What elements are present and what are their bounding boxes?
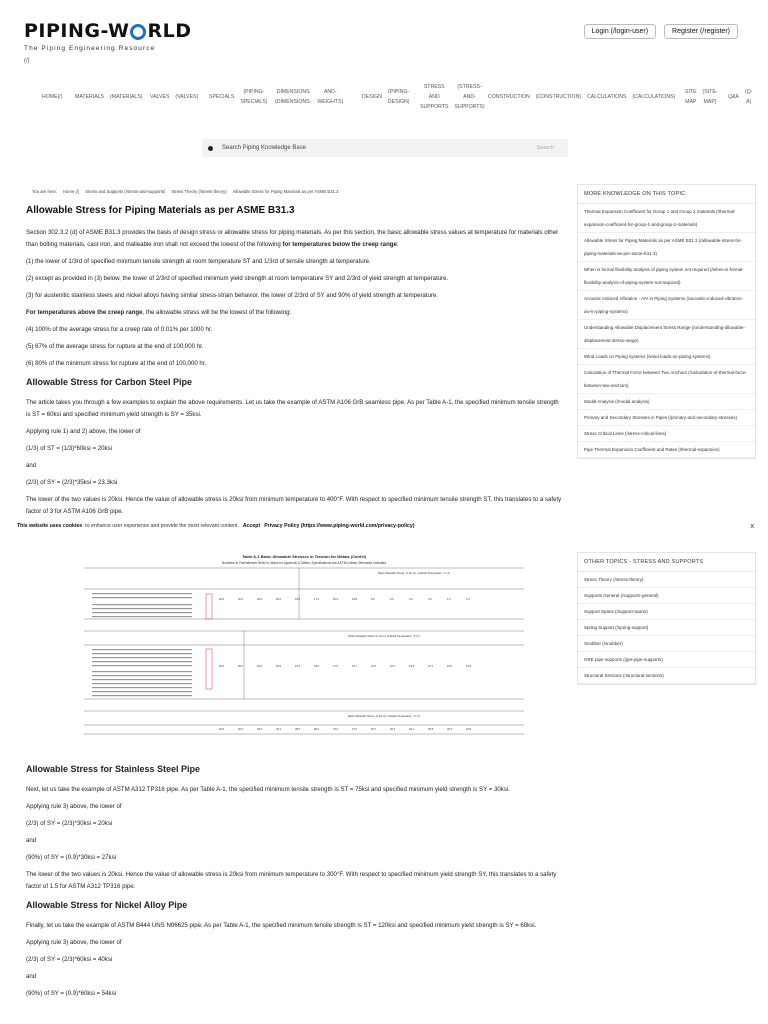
sidebar-link[interactable]: Acoustic Induced Vibration - AIV in Piping Systems (/acoustic-induced-vibration-aiv-in-piping-systems) [578, 291, 755, 320]
nav-label: DIMENSIONS [276, 89, 310, 95]
table-band-3: Basic Allowable Stress, S, ksi (1), at Metal Temperature, °F (1) [348, 715, 420, 718]
table-cell: 20.0 [257, 598, 263, 601]
rule-3: (3) for austenitic stainless steels and nickel alloys having similar stress-strain behavior, the lower of 2/3rd of SY and 90% of yield strength at temperature. [26, 292, 439, 299]
nav-label: (SITE- [702, 89, 718, 95]
login-button[interactable]: Login (/login-user) [584, 24, 656, 39]
allowable-stress-table-image [84, 549, 524, 754]
table-cell: 16.1 [390, 665, 396, 668]
intro-paragraph: Section 302.3.2 (d) of ASME B31.3 provides the basis of design stress or allowable stress for piping materials. As per this section, the basic allowable stress values at temperature for materials other than bolting materials, cast iron, and malleable iron shall not exceed the lowest of the following for temperatures below the creep range: [26, 229, 559, 248]
nav-label: (MATERIALS) [110, 94, 143, 100]
nav-label: VALVES [150, 94, 170, 100]
nav-col [42, 80, 62, 102]
sidebar-link[interactable]: Support Spans (/support-spans) [578, 604, 755, 620]
breadcrumb-item: Allowable Stress for Piping Materials as per ASME B31.3 [232, 189, 339, 194]
nav-item-1[interactable] [75, 80, 143, 102]
nav-label: STRESS [423, 84, 445, 90]
breadcrumb-item: You are here: [32, 189, 57, 194]
nav-label: AND- [463, 94, 476, 100]
nav-col [536, 80, 581, 102]
stainless-heading: Allowable Stress for Stainless Steel Pipe [26, 764, 201, 774]
article-continued [26, 764, 562, 1005]
table-row-line [92, 593, 192, 594]
stainless-result: The lower of the two values is 20ksi. Hence the value of allowable stress is 20ksi from minimum temperature to 300°F. With respect to specified minimum yield strength SY, this translates to a safety factor of 1.5 for ASTM A312 TP316 pipe. [26, 871, 557, 890]
nav-col [388, 80, 410, 107]
sidebar-knowledge-title: MORE KNOWLEDGE ON THIS TOPIC [578, 185, 755, 204]
nickel-calc-2: (90%) of SY = (0.9)*60ksi = 54ksi [26, 990, 116, 997]
nav-item-10[interactable] [728, 80, 752, 107]
table-cell: 37.6 [333, 728, 339, 731]
nav-label: (PIPING- [243, 89, 265, 95]
stainless-calc-2: (90%) of SY = (0.9)*30ksi = 27ksi [26, 854, 116, 861]
table-rules [84, 568, 524, 734]
nav-col [587, 80, 626, 102]
carbon-steel-heading: Allowable Stress for Carbon Steel Pipe [26, 377, 193, 387]
table-cell: 17.3 [314, 598, 320, 601]
table-row-line [92, 691, 192, 692]
table-row-line [92, 683, 192, 684]
nav-col [488, 80, 530, 102]
table-title: Table A-1 Basic Allowable Stresses in Tension for Metals (Cont'd) [242, 554, 366, 559]
carbon-steel-calc-2: (2/3) of SY = (2/3)*35ksi = 23.3ksi [26, 479, 118, 486]
sidebar-knowledge-list [578, 204, 755, 458]
table-cell: 35.8 [428, 728, 434, 731]
logo-wordmark [24, 20, 192, 42]
table-cell: 6.5 [390, 598, 394, 601]
sidebar-link[interactable]: Thermal Expansion Coefficient for Group 1 and Group 2 materials (/thermal-expansion-coefficient-for-group-1-and-group-2-materials) [578, 204, 755, 233]
nav-label: (CALCULATIONS) [632, 94, 676, 100]
nav-label: DESIGN) [387, 99, 410, 105]
nav-col [240, 80, 267, 107]
nav-col [703, 80, 718, 107]
table-cell: 20.0 [257, 665, 263, 668]
table-cell: 16.3 [371, 665, 377, 668]
cookie-close-icon[interactable]: x [750, 522, 754, 530]
table-highlight [206, 594, 212, 619]
table-highlight-2 [206, 649, 212, 689]
nav-col [175, 80, 198, 102]
nav-col [632, 80, 675, 102]
sidebar-link[interactable]: Allowable Stress for Piping Materials as per ASME B31.3 (/allowable-stress-for-piping-materials-as-per-asme-b31-3) [578, 233, 755, 262]
nav-label: DESIGN [362, 94, 382, 100]
sidebar-link[interactable]: Understanding Allowable Displacement Stress Range (/understanding-allowable-displacement-stress-range) [578, 320, 755, 349]
sidebar-topics [577, 552, 756, 685]
nav-item-3[interactable] [209, 80, 267, 107]
table-cell: 20.0 [238, 665, 244, 668]
table-cell: 37.0 [352, 728, 358, 731]
page-title: Allowable Stress for Piping Materials as per ASME B31.3 [26, 205, 295, 216]
nav-label: (Q- [744, 89, 753, 95]
table-cell: 20.0 [276, 598, 282, 601]
nav-col [75, 80, 104, 102]
nav-item-4[interactable] [275, 80, 343, 107]
nav-item-9[interactable] [685, 80, 718, 107]
table-cell: 20.0 [276, 665, 282, 668]
table-cell: 15.9 [409, 665, 415, 668]
nav-col [275, 80, 311, 107]
table-cell: 39.6 [257, 728, 263, 731]
table-row-line [92, 649, 192, 650]
sidebar-link[interactable]: Structural Sections (/structural-sections) [578, 668, 755, 684]
table-row-line [92, 675, 192, 676]
table-cell: 36.7 [371, 728, 377, 731]
nav-item-5[interactable] [362, 80, 410, 107]
cookie-banner [0, 520, 768, 532]
sidebar-link[interactable]: Modal Analysis (/modal-analysis) [578, 394, 755, 410]
nav-col [454, 80, 484, 112]
carbon-steel-and: and [26, 462, 37, 469]
table-cell: 16.7 [352, 665, 358, 668]
nav-col [209, 80, 234, 107]
table-row-line [92, 608, 192, 609]
table-row-line [92, 671, 192, 672]
table-cell: 38.6 [295, 728, 301, 731]
sidebar-link[interactable]: GRE pipe supports (/gre-pipe-supports) [578, 652, 755, 668]
nav-label: AND- [323, 89, 337, 95]
table-text-lines [92, 593, 192, 696]
table-cell: 15.4 [466, 665, 472, 668]
nav-item-8[interactable] [587, 80, 675, 102]
sidebar-link[interactable]: Calculation of Thermal Force between Two Anchors (/calculation-of-thermal-force-between-two-anchors) [578, 365, 755, 394]
breadcrumb-item[interactable]: Stress and Supports (/stress-and-supports) [85, 189, 166, 194]
table-band-1: Basic Allowable Stress, S, ksi (1), at Metal Temperature, °F (1) [378, 572, 450, 575]
sidebar-link[interactable]: Spring Support (/spring-support) [578, 620, 755, 636]
auth-buttons [584, 24, 738, 39]
sidebar-link[interactable]: Snubber (/snubber) [578, 636, 755, 652]
nav-col [150, 80, 169, 102]
nav-label: SITE [685, 89, 697, 95]
sidebar-link[interactable]: Stress Theory (/stress-theory) [578, 572, 755, 588]
stainless-and: and [26, 837, 37, 844]
nav-col [362, 80, 382, 107]
table-cell: 20.0 [219, 598, 225, 601]
table-row-line [92, 661, 192, 662]
sidebar-knowledge [577, 184, 756, 459]
nav-col [110, 80, 142, 102]
sidebar-link[interactable]: Primary and Secondary Stresses in Pipes (/primary-and-secondary-stresses) [578, 410, 755, 426]
nav-item-0[interactable] [42, 80, 62, 102]
search-input[interactable]: Search Piping Knowledge Base [222, 145, 307, 151]
cookie-accept-button[interactable]: Accept [242, 523, 261, 529]
stainless-calc-1: (2/3) of SY = (2/3)*30ksi = 20ksi [26, 820, 113, 827]
main-nav [42, 80, 754, 116]
globe-icon [130, 24, 146, 40]
nav-label: (VALVES) [175, 94, 199, 100]
table-cell: 18.9 [295, 598, 301, 601]
table-row-line [92, 604, 192, 605]
nav-label: A) [746, 99, 752, 105]
table-cell: 17.0 [333, 665, 339, 668]
nav-label: HOME(/) [42, 94, 63, 100]
table-cell: 20.0 [219, 665, 225, 668]
stainless-apply: Applying rule 3) above, the lower of [26, 803, 122, 810]
carbon-steel-result: The lower of the two values is 20ksi. Hence the value of allowable stress is 20ksi from minimum temperature to 400°F. With respect to specified minimum tensile strength ST, this translates to a safety factor of 3 for ASTM A106 GrB pipe. [26, 496, 562, 515]
table-row-line [92, 616, 192, 617]
nickel-intro: Finally, let us take the example of ASTM B444 UNS N06625 pipe. As per Table A-1, the specified minimum tensile strength is ST = 120ksi and specified minimum yield strength is SY = 60ksi. [26, 922, 537, 929]
table-cell: 40.0 [238, 728, 244, 731]
table-subtitle: Numbers in Parentheses Refer to Notes for Appendix A Tables; Specifications Are ASTM Unless Otherwise Indicated [221, 561, 387, 565]
breadcrumb-item[interactable]: Home (/) [63, 189, 80, 194]
table-row-line [92, 657, 192, 658]
nav-label: MAP) [703, 99, 717, 105]
sidebar-link[interactable]: Supports General (/supports-general) [578, 588, 755, 604]
nav-item-2[interactable] [150, 80, 198, 102]
privacy-policy-link[interactable]: Privacy Policy (https://www.piping-world.com/privacy-policy) [264, 523, 415, 529]
nav-label: AND [428, 94, 440, 100]
register-button[interactable]: Register (/register) [664, 24, 738, 39]
nav-col [728, 80, 739, 107]
nav-label: (PIPING- [388, 89, 410, 95]
rule-6: (6) 80% of the minimum stress for rupture at the end of 100,000 hr. [26, 360, 207, 367]
carbon-steel-apply: Applying rule 1) and 2) above, the lower of [26, 428, 141, 435]
table-cell: 19.3 [295, 665, 301, 668]
table-row-line [92, 679, 192, 680]
nav-label: (STRESS- [457, 84, 482, 90]
table-row-line [92, 597, 192, 598]
table-cell: 15.5 [447, 665, 453, 668]
nav-label: CONSTRUCTION [488, 94, 530, 100]
nav-col [745, 80, 753, 107]
sidebar-link[interactable]: Pipe Thermal Expansion Coefficient and Rates (/thermal-expansion) [578, 442, 755, 458]
table-cell: 36.1 [409, 728, 415, 731]
search-button[interactable]: Search [536, 145, 554, 151]
nav-label: SPECIALS [209, 94, 235, 100]
cookie-bold: This website uses cookies [17, 523, 83, 529]
breadcrumb [32, 189, 338, 194]
rule-2: (2) except as provided in (3) below, the lower of 2/3rd of specified minimum yield strength at room temperature SY and 2/3rd of yield strength at temperature. [26, 275, 449, 282]
stainless-intro: Next, let us take the example of ASTM A312 TP316 pipe. As per Table A-1, the specified minimum tensile strength is ST = 75ksi and specified minimum yield strength is SY = 30ksi. [26, 786, 510, 793]
table-row-line [92, 653, 192, 654]
table-cell: 15.7 [428, 665, 434, 668]
nav-label: (CONSTRUCTION) [535, 94, 582, 100]
cookie-text: to enhance user experience and provide the most relevant content. [85, 523, 239, 529]
nav-label: MATERIALS [75, 94, 105, 100]
nav-label: SPECIALS) [240, 99, 268, 105]
creep-paragraph: For temperatures above the creep range, the allowable stress will be the lowest of the following: [26, 309, 292, 316]
table-cell: 38.1 [314, 728, 320, 731]
breadcrumb-item[interactable]: Stress Theory (/stress-theory) [171, 189, 227, 194]
article [26, 205, 562, 523]
table-cell: 1.0 [466, 598, 470, 601]
nav-label: SUPPORTS [420, 104, 449, 110]
rule-4: (4) 100% of the average stress for a creep rate of 0.01% per 1000 hr. [26, 326, 213, 333]
carbon-steel-intro: The article takes you through a few examples to explain the above requirements. Let us take the example of ASTM A106 GrB seamless pipe. As per Table A-1, the specified minimum tensile strength is ST = 60ksi and specified minimum yield strength is SY = 35ksi. [26, 399, 559, 418]
site-logo[interactable] [24, 20, 192, 52]
table-row-line [92, 665, 192, 666]
table-cell: 35.4 [447, 728, 453, 731]
nav-label: Q&A [728, 94, 739, 100]
logo-tagline: The Piping Engineering Resource [24, 45, 156, 52]
nav-col [317, 80, 343, 107]
sidebar-topics-list [578, 572, 755, 684]
table-cell: 18.0 [314, 665, 320, 668]
sidebar-link[interactable]: When is formal flexibility analysis of piping system not required (/when-is-formal-flexibility-analysis-of-piping-system-not-required) [578, 262, 755, 291]
nav-item-7[interactable] [488, 80, 581, 102]
logo-text-left: PIPING-W [24, 20, 130, 42]
nickel-and: and [26, 973, 37, 980]
table-cell: 39.2 [276, 728, 282, 731]
table-cell: 40.0 [219, 728, 225, 731]
search-bar[interactable] [202, 139, 568, 157]
nav-col [420, 80, 448, 112]
table-row-line [92, 612, 192, 613]
nickel-heading: Allowable Stress for Nickel Alloy Pipe [26, 900, 188, 910]
nav-label: (DIMENSIONS- [275, 99, 312, 105]
table-cell: 4.5 [409, 598, 413, 601]
table-row-line [92, 687, 192, 688]
carbon-steel-calc-1: (1/3) of ST = (1/3)*60ksi = 20ksi [26, 445, 112, 452]
nav-label: SUPPORTS) [454, 104, 485, 110]
table-cell: 20.0 [238, 598, 244, 601]
home-link[interactable]: (/) [24, 58, 30, 64]
nav-label: MAP [685, 99, 697, 105]
sidebar-topics-title: OTHER TOPICS - STRESS AND SUPPORTS [578, 553, 755, 572]
table-cell: 16.5 [333, 598, 339, 601]
rule-5: (5) 67% of the average stress for rupture at the end of 100,000 hr. [26, 343, 204, 350]
nav-label: CALCULATIONS [587, 94, 627, 100]
nav-label: WEIGHTS) [317, 99, 344, 105]
sidebar-link[interactable]: Stress Critical Lines (/stress-critical-lines) [578, 426, 755, 442]
table-cell: 34.8 [466, 728, 472, 731]
table-cell: 1.6 [447, 598, 451, 601]
logo-text-right: RLD [147, 20, 192, 42]
search-icon [208, 146, 213, 151]
table-cell: 2.5 [428, 598, 432, 601]
table-row-line [92, 695, 192, 696]
nav-item-6[interactable] [420, 80, 485, 112]
sidebar-link[interactable]: Wind Loads on Piping systems (/wind-loads-on-piping-systems) [578, 349, 755, 365]
nickel-calc-1: (2/3) of SY = (2/3)*60ksi = 40ksi [26, 956, 113, 963]
table-cell: 36.4 [390, 728, 396, 731]
rule-1: (1) the lower of 1/3rd of specified minimum tensile strength at room temperature ST and 1/3rd of tensile strength at temperature. [26, 258, 371, 265]
nav-col [685, 80, 697, 107]
table-cell: 8.0 [371, 598, 375, 601]
table-band-2: Basic Allowable Stress S, ksi (1), at Metal Temperature, °F (7) [348, 635, 420, 638]
nickel-apply: Applying rule 3) above, the lower of [26, 939, 122, 946]
table-cell: 10.8 [352, 598, 358, 601]
